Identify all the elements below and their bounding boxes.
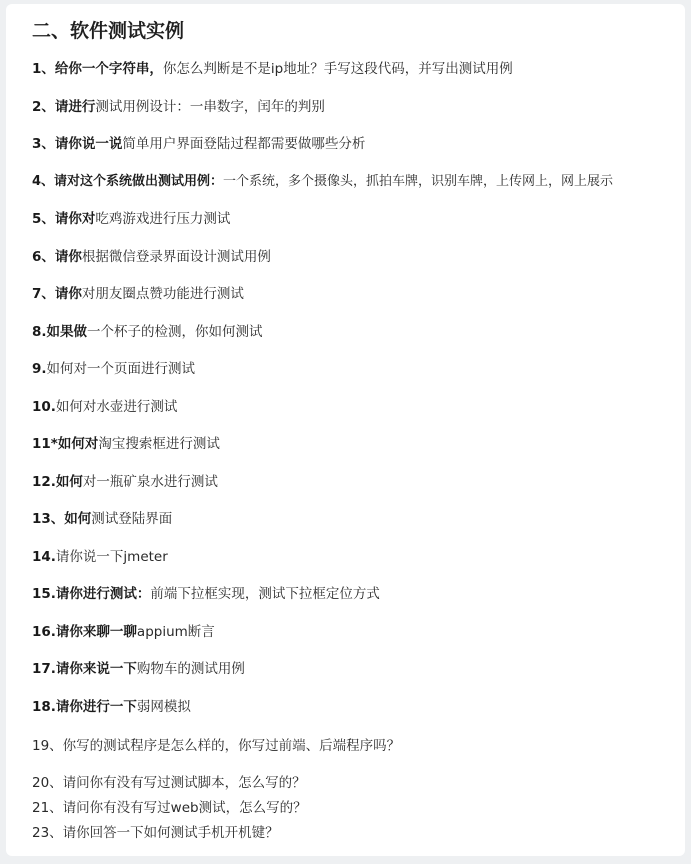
question-lead: 3、请你说一说 <box>32 136 123 152</box>
question-item <box>32 173 613 191</box>
question-text: 你怎么判断是不是ip地址？手写这段代码，并写出测试用例 <box>162 61 513 77</box>
question-item <box>32 698 191 716</box>
document-card <box>6 4 685 856</box>
question-text: 请你说一下jmeter <box>55 549 168 565</box>
question-lead: 10. <box>32 399 56 415</box>
question-lead: 18.请你进行一下 <box>32 699 137 715</box>
question-text: appium断言 <box>136 624 215 640</box>
question-text: 前端下拉框实现，测试下拉框定位方式 <box>150 586 380 602</box>
question-lead: 14. <box>32 549 56 565</box>
question-lead: 12.如何 <box>32 474 83 490</box>
section-heading: 二、软件测试实例 <box>32 20 185 42</box>
question-lead: 16.请你来聊一聊 <box>32 624 137 640</box>
question-text: 一个系统，多个摄像头，抓拍车牌，识别车牌，上传网上，网上展示 <box>223 174 614 189</box>
question-item <box>32 435 220 453</box>
question-lead: 4、请对这个系统做出测试用例： <box>32 174 224 189</box>
question-item <box>32 660 245 678</box>
question-item <box>32 398 177 416</box>
question-text: 23、请你回答一下如何测试手机开机键？ <box>32 825 279 841</box>
question-item <box>32 510 172 528</box>
question-item <box>32 60 513 78</box>
question-lead: 2、请进行 <box>32 99 96 115</box>
question-item <box>32 135 365 153</box>
question-text: 简单用户界面登陆过程都需要做哪些分析 <box>122 136 366 152</box>
question-lead: 5、请你对 <box>32 211 96 227</box>
question-text: 吃鸡游戏进行压力测试 <box>95 211 231 227</box>
question-lead: 15.请你进行测试： <box>32 586 151 602</box>
question-item <box>32 285 244 303</box>
question-item <box>32 824 279 842</box>
question-text: 如何对水壶进行测试 <box>55 399 178 415</box>
question-lead: 11*如何对 <box>32 436 99 452</box>
question-item <box>32 360 195 378</box>
question-text: 淘宝搜索框进行测试 <box>98 436 220 452</box>
question-text: 20、请问你有没有写过测试脚本，怎么写的？ <box>32 775 306 791</box>
question-item <box>32 323 263 341</box>
question-item <box>32 585 380 603</box>
question-text: 购物车的测试用例 <box>136 661 245 677</box>
question-item <box>32 248 271 266</box>
question-item <box>32 210 230 228</box>
question-lead: 17.请你来说一下 <box>32 661 137 677</box>
question-lead: 9. <box>32 361 47 377</box>
question-item <box>32 799 307 817</box>
question-text: 对朋友圈点赞功能进行测试 <box>81 286 244 302</box>
question-text: 对一瓶矿泉水进行测试 <box>82 474 218 490</box>
question-item <box>32 548 168 566</box>
question-text: 测试用例设计：一串数字，闰年的判别 <box>95 99 325 115</box>
question-item <box>32 774 306 792</box>
question-text: 如何对一个页面进行测试 <box>46 361 196 377</box>
question-lead: 8.如果做 <box>32 324 88 340</box>
question-text: 弱网模拟 <box>136 699 191 715</box>
question-lead: 13、如何 <box>32 511 92 527</box>
question-text: 19、你写的测试程序是怎么样的，你写过前端、后端程序吗？ <box>32 738 401 754</box>
question-lead: 1、给你一个字符串， <box>32 61 163 77</box>
question-text: 一个杯子的检测，你如何测试 <box>87 324 263 340</box>
question-lead: 7、请你 <box>32 286 82 302</box>
question-text: 根据微信登录界面设计测试用例 <box>81 249 271 265</box>
question-item <box>32 737 400 755</box>
question-text: 测试登陆界面 <box>91 511 173 527</box>
question-lead: 6、请你 <box>32 249 82 265</box>
question-text: 21、请问你有没有写过web测试，怎么写的？ <box>32 800 307 816</box>
question-item <box>32 473 218 491</box>
question-item <box>32 623 215 641</box>
question-item <box>32 98 325 116</box>
